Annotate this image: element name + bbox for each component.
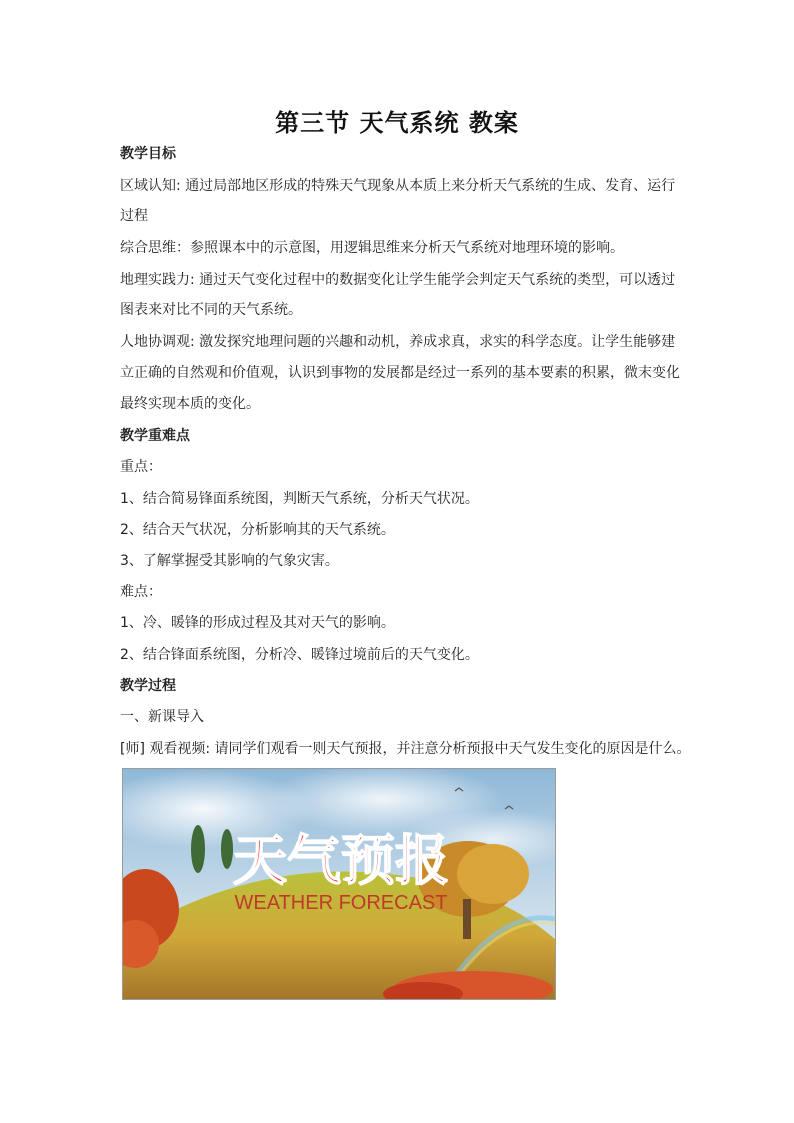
paragraph-line: 综合思维：参照课本中的示意图，用逻辑思维来分析天气系统对地理环境的影响。 (120, 240, 624, 256)
paragraph-line: 区域认知: 通过局部地区形成的特殊天气现象从本质上来分析天气系统的生成、发育、运行 (120, 178, 676, 194)
paragraph-line: [师] 观看视频: 请同学们观看一则天气预报，并注意分析预报中天气发生变化的原因是什么。 (120, 741, 691, 757)
paragraph-line: 最终实现本质的变化。 (120, 396, 260, 412)
paragraph-line: 难点： (120, 584, 162, 600)
page-title: 第三节 天气系统 教案 (275, 109, 519, 137)
paragraph-line: 人地协调观: 激发探究地理问题的兴趣和动机，养成求真，求实的科学态度。让学生能够建 (120, 334, 676, 350)
list-item: 3、了解掌握受其影响的气象灾害。 (120, 553, 339, 569)
paragraph-line: 过程 (120, 208, 148, 224)
video-title-chinese: 天气预报 (233, 828, 449, 892)
paragraph-line: 立正确的自然观和价值观，认识到事物的发展都是经过一系列的基本要素的积累，微末变化 (120, 365, 680, 381)
list-item: 1、冷、暖锋的形成过程及其对天气的影响。 (120, 615, 395, 631)
list-item: 1、结合简易锋面系统图，判断天气系统，分析天气状况。 (120, 491, 479, 507)
video-title-english: WEATHER FORECAST (234, 892, 448, 914)
paragraph-line: 一、新课导入 (120, 709, 204, 725)
weather-forecast-video-frame (122, 768, 556, 1000)
section-heading-key-points: 教学重难点 (120, 428, 190, 444)
section-heading-process: 教学过程 (120, 678, 176, 694)
paragraph-line: 地理实践力: 通过天气变化过程中的数据变化让学生能学会判定天气系统的类型，可以透过 (120, 272, 676, 288)
list-item: 2、结合天气状况，分析影响其的天气系统。 (120, 522, 395, 538)
paragraph-line: 重点： (120, 459, 162, 475)
section-heading-objectives: 教学目标 (120, 146, 176, 162)
list-item: 2、结合锋面系统图，分析冷、暖锋过境前后的天气变化。 (120, 647, 479, 663)
paragraph-line: 图表来对比不同的天气系统。 (120, 302, 302, 318)
